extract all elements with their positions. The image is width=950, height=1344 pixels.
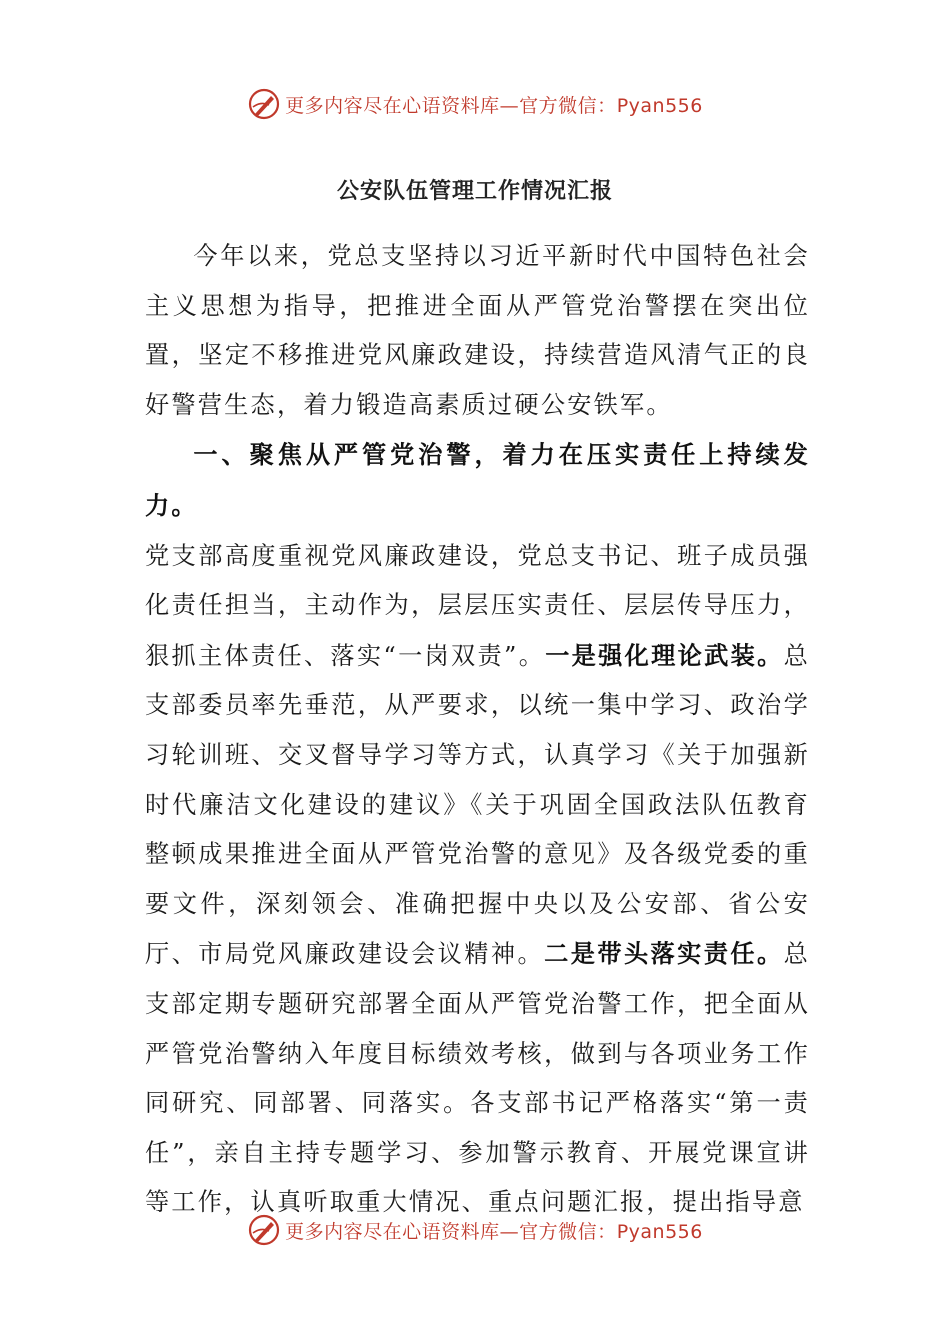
section-1-paragraph <box>145 430 810 531</box>
header-banner <box>0 80 950 128</box>
point-1-heading: 一是强化理论武装。 <box>545 640 784 670</box>
banner-text: 更多内容尽在心语资料库—官方微信：Pyan556 <box>285 1220 703 1243</box>
point-2-heading: 二是带头落实责任。 <box>544 939 784 969</box>
document-title: 公安队伍管理工作情况汇报 <box>336 178 613 204</box>
intro-paragraph: 今年以来，党总支坚持以习近平新时代中国特色社会主义思想为指导，把推进全面从严管党治警摆在突出位置，坚定不移推进党风廉政建设，持续营造风清气正的良好警营生态，着力锻造高素质过硬公安铁军。 <box>145 242 810 419</box>
pen-logo-icon <box>247 87 281 121</box>
pen-logo-icon <box>247 1213 281 1247</box>
footer-banner <box>0 1206 950 1254</box>
section-1-heading: 一、聚焦从严管党治警，着力在压实责任上持续发力。 <box>145 440 810 520</box>
banner-text: 更多内容尽在心语资料库—官方微信：Pyan556 <box>285 94 703 117</box>
section-1-body: 党支部高度重视党风廉政建设，党总支书记、班子成员强化责任担当，主动作为，层层压实责任、层层传导压力，狠抓主体责任、落实“一岗双责”。一是强化理论武装。总支部委员率先垂范，从严要求，以统一集中学习、政治学习轮训班、交叉督导学习等方式，认真学习《关于加强新时代廉洁文化建设的建议》《关于巩固全国政法队伍教育整顿成果推进全面从严管党治警的意见》及各级党委的重要文件，深刻领会、准确把握中央以及公安部、省公安厅、市局党风廉政建设会议精神。二是带头落实责任。总支部定期专题研究部署全面从严管党治警工作，把全面从严管党治警纳入年度目标绩效考核，做到与各项业务工作同研究、同部署、同落实。各支部书记严格落实“第一责任”，亲自主持专题学习、参加警示教育、开展党课宣讲等工作，认真听取重大情况、重点问题汇报，提出指导意 <box>145 541 810 1217</box>
document-body <box>145 232 810 1228</box>
